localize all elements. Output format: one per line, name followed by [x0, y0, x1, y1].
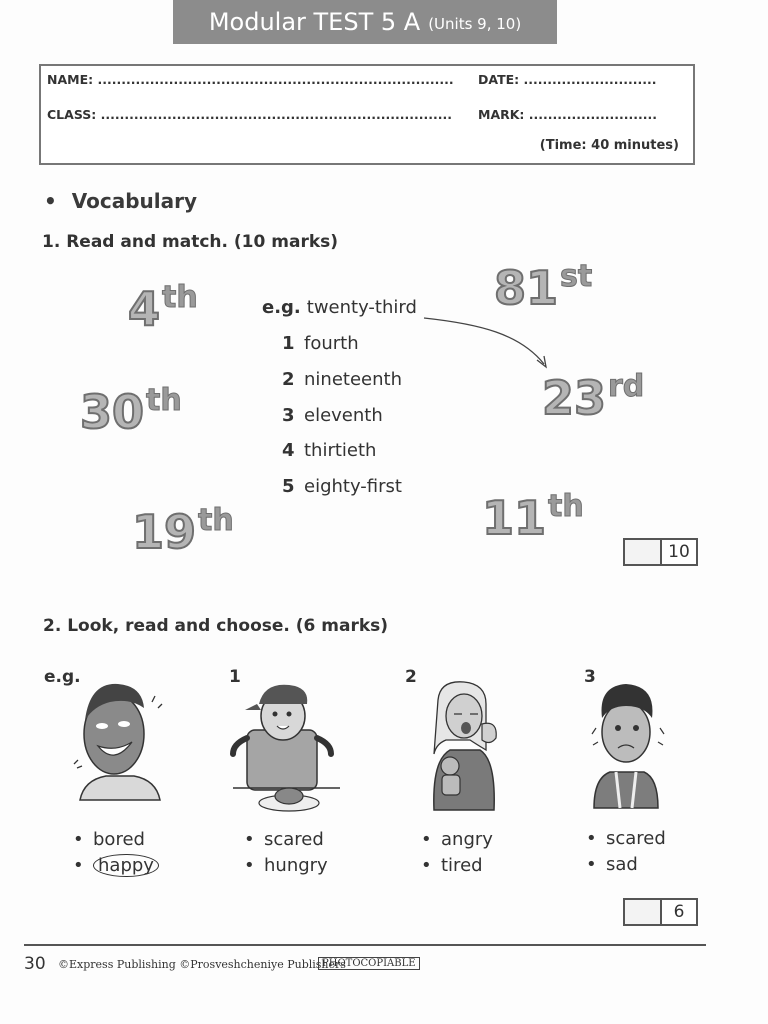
options-eg [73, 829, 159, 876]
item-number: 5 [282, 476, 295, 497]
list-item[interactable] [282, 333, 359, 354]
options-3 [586, 828, 666, 875]
item-number: 2 [282, 369, 295, 390]
test-title-banner [173, 0, 557, 44]
ordinal-30th [80, 383, 182, 439]
ordinal-suffix: th [198, 503, 234, 538]
student-info-box [39, 64, 695, 165]
option-scared[interactable]: • scared [586, 828, 666, 849]
ordinal-19th [132, 503, 234, 559]
option-text: hungry [264, 855, 328, 876]
options-1 [244, 829, 328, 876]
time-limit: (Time: 40 minutes) [539, 138, 679, 153]
option-tired[interactable]: • tired [421, 855, 483, 876]
option-text: happy [93, 854, 159, 877]
tired-girl-illustration [420, 680, 510, 820]
list-item[interactable] [282, 440, 376, 461]
list-item[interactable] [282, 369, 402, 390]
q1-score-box [623, 538, 698, 566]
item-number: 3 [282, 405, 295, 426]
item-word: nineteenth [304, 369, 402, 390]
ordinal-11th [482, 489, 584, 545]
q1-heading: 1. Read and match. (10 marks) [42, 232, 339, 252]
list-item[interactable] [282, 405, 383, 426]
item-word: fourth [304, 333, 359, 354]
example-label: e.g. [262, 297, 301, 318]
ordinal-number: 11 [482, 491, 547, 545]
q1-max-score: 10 [668, 542, 690, 562]
ordinal-suffix: th [548, 489, 584, 524]
ordinal-suffix: rd [608, 369, 645, 404]
picture-label-2: 2 [405, 667, 417, 687]
section-title: Vocabulary [71, 189, 198, 213]
picture-label-eg: e.g. [44, 667, 81, 687]
ordinal-suffix: th [146, 383, 182, 418]
name-field[interactable]: NAME: ........................................................................... [47, 72, 454, 87]
score-input[interactable] [625, 540, 662, 564]
option-angry[interactable]: • angry [421, 829, 493, 850]
list-item[interactable] [282, 476, 402, 497]
option-scared[interactable]: • scared [244, 829, 324, 850]
example-word: twenty-third [306, 297, 417, 318]
option-text: angry [441, 829, 493, 850]
option-happy-selected[interactable]: • happy [73, 855, 159, 876]
option-hungry[interactable]: • hungry [244, 855, 328, 876]
scared-boy-illustration [588, 680, 668, 810]
item-number: 1 [282, 333, 295, 354]
q2-max-score: 6 [673, 902, 685, 922]
q2-score-box [623, 898, 698, 926]
ordinal-suffix: st [560, 259, 593, 294]
section-heading [44, 189, 197, 213]
score-input[interactable] [625, 900, 662, 924]
ordinal-number: 81 [494, 261, 559, 315]
item-word: eighty-first [304, 476, 402, 497]
picture-label-3: 3 [584, 667, 596, 687]
ordinal-81st [494, 259, 593, 315]
ordinal-number: 23 [542, 371, 607, 425]
item-number: 4 [282, 440, 295, 461]
option-text: scared [264, 829, 324, 850]
q2-heading: 2. Look, read and choose. (6 marks) [43, 616, 389, 636]
option-sad[interactable]: • sad [586, 854, 638, 875]
page-number: 30 [24, 954, 46, 974]
hungry-boy-illustration [225, 680, 345, 815]
happy-boy-illustration [70, 680, 170, 805]
photocopiable-stamp: PHOTOCOPIABLE [318, 957, 420, 970]
option-bored[interactable]: • bored [73, 829, 145, 850]
option-text: tired [441, 855, 483, 876]
option-text: scared [606, 828, 666, 849]
date-field[interactable]: DATE: ............................ [478, 72, 657, 87]
bullet: • [44, 189, 57, 213]
option-text: sad [606, 854, 638, 875]
picture-label-1: 1 [229, 667, 241, 687]
publisher-credits: ©Express Publishing ©Prosveshcheniye Publishers [58, 958, 346, 971]
ordinal-number: 19 [132, 505, 197, 559]
item-word: thirtieth [304, 440, 377, 461]
test-title: Modular TEST 5 A [208, 8, 421, 36]
test-units: (Units 9, 10) [428, 15, 522, 33]
ordinal-number: 30 [80, 385, 145, 439]
ordinal-4th [128, 280, 198, 336]
footer-divider [24, 944, 706, 946]
match-arrow [420, 310, 560, 370]
ordinal-number: 4 [128, 282, 161, 336]
options-2 [421, 829, 493, 876]
class-field[interactable]: CLASS: .......................................................................... [47, 107, 452, 122]
ordinal-suffix: th [162, 280, 198, 315]
mark-field[interactable]: MARK: ........................... [478, 107, 657, 122]
option-text: bored [93, 829, 145, 850]
example-row [262, 297, 417, 318]
item-word: eleventh [304, 405, 383, 426]
ordinal-23rd [542, 369, 645, 425]
